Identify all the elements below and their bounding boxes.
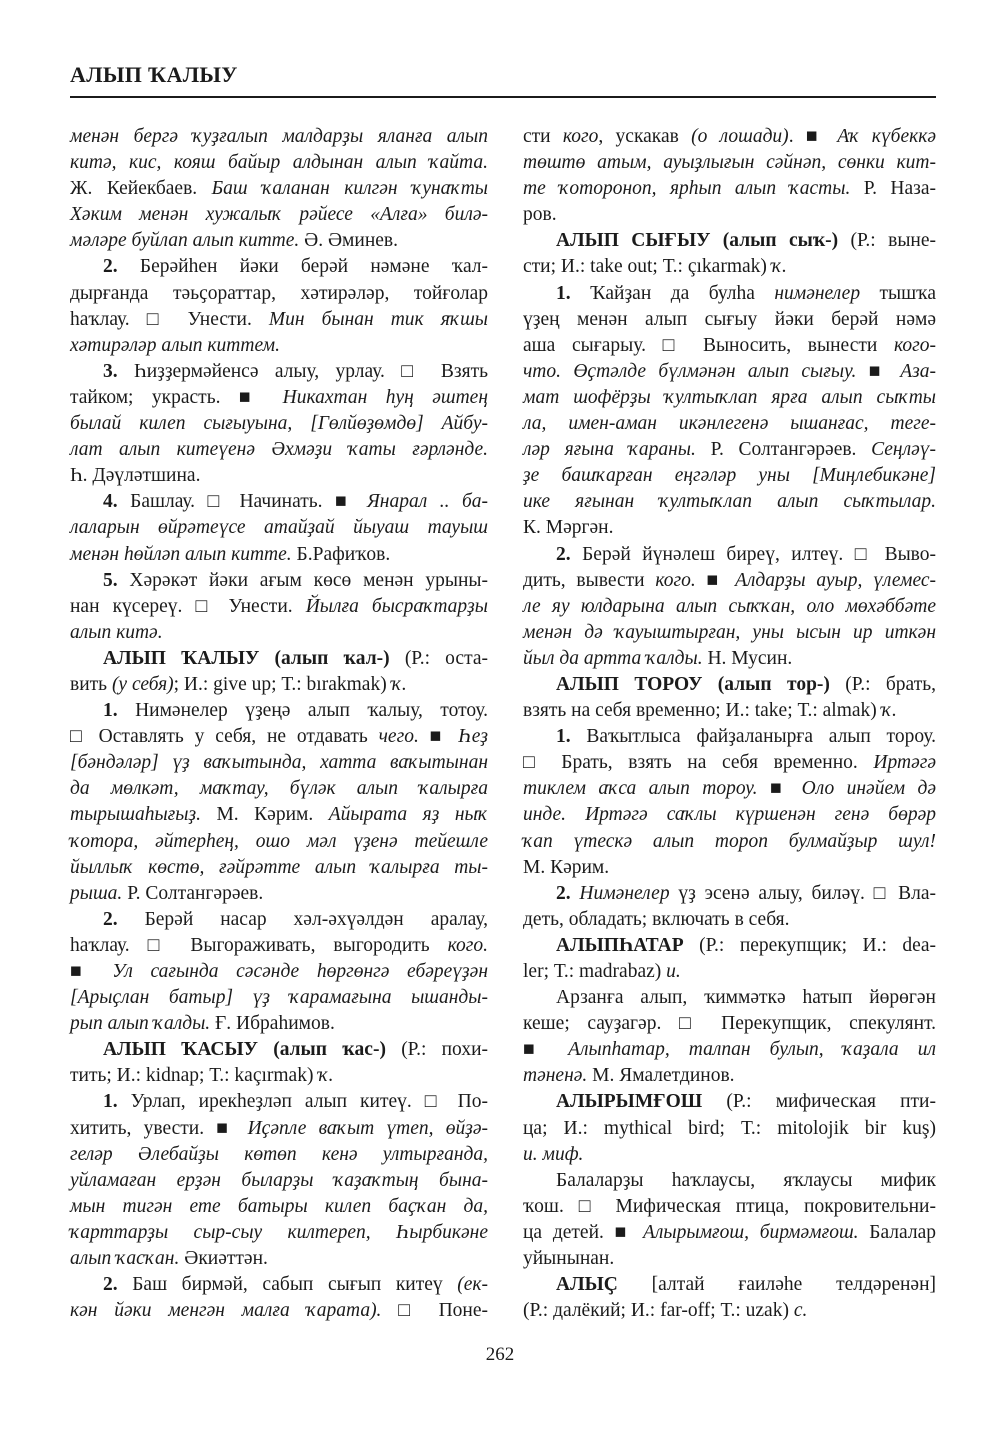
text-line [523, 463, 936, 489]
text-line [523, 176, 936, 202]
plain-text: М. Кәрим. [216, 804, 329, 826]
italic-text: что. Өҫтәлде бүлмәнән алып сығыу. [523, 360, 869, 382]
plain-text: Балаларҙы һаҡлаусы, яҡлаусы мифик [556, 1169, 936, 1191]
entry-paragraph [523, 724, 936, 881]
plain-text: □ Оставлять у себя, не отдавать [70, 726, 379, 748]
text-line [70, 1220, 488, 1246]
entry-paragraph [70, 124, 488, 254]
entry-paragraph [70, 254, 488, 358]
italic-text: лаларын өйрәтеүсе атайҙай йыуаш тауыш [70, 517, 488, 539]
bold-text: 5. [103, 569, 130, 591]
italic-text: кого- [894, 334, 936, 356]
italic-text: кого. [447, 934, 488, 956]
plain-text: Ә. Әминев. [304, 230, 399, 252]
entry-paragraph [523, 1272, 936, 1324]
text-line [523, 281, 936, 307]
italic-text: Иҫәпле ваҡыт үтеп, өйҙә- [247, 1117, 488, 1139]
italic-text: (о лошади) [691, 126, 789, 147]
text-line [70, 333, 488, 359]
bold-text: АЛЫПҺАТАР [556, 934, 700, 956]
italic-text: тиклем аҡса алып тороу. [523, 778, 770, 800]
bold-text: 2. [556, 543, 583, 565]
text-line [70, 1037, 488, 1063]
italic-text: Оло инәйем дә [801, 778, 936, 800]
plain-text: Хәрәкәт йәки ағым көсө менән урыны- [129, 569, 489, 591]
italic-text: менән һөйләп алып китте. [70, 543, 297, 565]
plain-text: Берәй насар хәл-әхүәлдән аралау, [144, 908, 488, 930]
text-line [70, 959, 488, 985]
plain-text: ца детей. ■ [523, 1221, 643, 1243]
plain-text: взять на себя временно; И.: take; Т.: almak) [523, 700, 882, 722]
text-line [70, 646, 488, 672]
plain-text: тить; И.: kidnap; Т.: kaçırmak) [70, 1065, 319, 1087]
italic-text: Иртәгә [873, 752, 936, 774]
text-line [523, 254, 936, 280]
plain-text: деть, обладать; включать в себя. [523, 908, 790, 930]
plain-text: ■ [868, 360, 901, 382]
text-line [523, 385, 936, 411]
bold-text: АЛЫП ТОРОУ (алып тор-) [556, 673, 846, 695]
text-line [70, 881, 488, 907]
plain-text: Ғ. Ибраһимов. [215, 1013, 335, 1035]
italic-text: те ҡотороноп, ярһып алып ҡасты. [523, 178, 864, 200]
text-line [523, 620, 936, 646]
plain-text: Һиҙҙермәйенсә алыу, урлау. □ Взять [134, 360, 488, 382]
italic-text: йыл да артта ҡалды. [523, 647, 708, 669]
text-line [523, 359, 936, 385]
italic-text: Алыпһатар, талпан булып, ҡаҙала ил [568, 1039, 937, 1061]
plain-text: К. Мәргән. [523, 517, 614, 539]
italic-text: китә, кис, кояш байыр алдынан алып ҡайта. [70, 152, 488, 174]
italic-text: ҡотора, әйтерһең, ошо мәл үҙенә тейешле [70, 830, 488, 852]
italic-text: геләр Әлебайҙы көтөп кенә ултырғанда, [70, 1143, 488, 1165]
text-line [70, 1298, 488, 1324]
text-line [523, 776, 936, 802]
plain-text: ҡош. □ Мифическая птица, покровительни- [523, 1195, 936, 1217]
text-line [70, 1272, 488, 1298]
italic-text: мәләре буйлап алып китте. [70, 230, 305, 252]
plain-text: ца; И.: mythical bird; Т.: mitolojik bir kuş) [523, 1117, 936, 1139]
text-line [523, 411, 936, 437]
plain-text: (Р.: перекупщик; И.: dea- [699, 934, 936, 956]
bold-text: АЛЫҪ [556, 1274, 652, 1296]
entry-paragraph [523, 228, 936, 280]
bold-text: 2. [103, 908, 145, 930]
text-line [523, 698, 936, 724]
running-head: АЛЫП ҠАЛЫУ [70, 62, 238, 87]
text-line [70, 855, 488, 881]
text-line [70, 228, 488, 254]
entry-paragraph [523, 881, 936, 933]
text-line [523, 1298, 936, 1324]
bold-text: 1. [103, 700, 136, 722]
text-line [523, 1037, 936, 1063]
italic-text: Айырата яҙ ныҡ [328, 804, 488, 826]
text-line [523, 1011, 936, 1037]
entry-paragraph [70, 568, 488, 646]
italic-text: Хәким менән хужалыҡ рәйесе «Алға» билә- [70, 204, 488, 226]
text-line [523, 333, 936, 359]
italic-text: ҡ. [881, 700, 897, 722]
plain-text: □ Поне- [398, 1300, 488, 1322]
text-line [523, 672, 936, 698]
italic-text: тырышаһығыҙ. [70, 804, 217, 826]
bold-text: 3. [103, 360, 135, 382]
entry-paragraph [523, 1089, 936, 1167]
plain-text: сти; И.: take out; Т.: çıkarmak) [523, 256, 772, 278]
plain-text: ■ [418, 726, 459, 748]
italic-text: Аҡ күбеккә [837, 126, 936, 147]
entry-paragraph [70, 1037, 488, 1089]
italic-text: Никахтан һуң әштең [282, 386, 488, 408]
italic-text: ләр яғына ҡараны. [523, 439, 711, 461]
bold-text: АЛЫП ҠАСЫУ (алып ҡас-) [103, 1039, 402, 1061]
plain-text: Н. Мусин. [707, 647, 793, 669]
right-column [523, 124, 936, 1324]
plain-text: вить [70, 673, 112, 695]
text-line [523, 1194, 936, 1220]
italic-text: ла, имен-аман икәнлегенә ышанғас, теге- [523, 413, 936, 435]
plain-text: хитить, увести. ■ [70, 1117, 248, 1139]
text-line [70, 307, 488, 333]
text-line [523, 568, 936, 594]
italic-text: лат алып китеүенә Әхмәҙи ҡаты ғәрләнде. [70, 439, 488, 461]
text-line [70, 802, 488, 828]
text-line [523, 1220, 936, 1246]
plain-text: Р. Солтангәрәев. [710, 439, 872, 461]
italic-text: мын тигән ете батыры килеп баҫҡан да, [70, 1195, 488, 1217]
bold-text: 1. [103, 1091, 131, 1113]
bold-text: 1. [556, 282, 591, 304]
italic-text: с. [793, 1300, 808, 1322]
text-line [523, 150, 936, 176]
text-line [70, 672, 488, 698]
italic-text: Һеҙ [458, 726, 488, 748]
bold-text: 4. [103, 491, 131, 513]
plain-text: тышҡа [860, 282, 936, 304]
plain-text: ; И.: give up; Т.: bırakmak) [173, 673, 392, 695]
italic-text: ике яғынан ҡултыҡлап алып сыҡтылар. [523, 491, 936, 513]
plain-text: Һ. Дәүләтшина. [70, 465, 201, 487]
plain-text: (Р.: выне- [850, 230, 936, 252]
italic-text: тәненә. [523, 1065, 593, 1087]
entry-paragraph [523, 124, 936, 228]
italic-text: кого [562, 126, 599, 147]
plain-text: уйынынан. [523, 1248, 615, 1270]
italic-text: Баш ҡаланан килгән ҡунаҡты [211, 178, 488, 200]
bold-text: АЛЫП ҠАЛЫУ (алып ҡал-) [103, 647, 405, 669]
italic-text: төштө атым, ауыҙлығын сәйнәп, сөнки кит- [523, 152, 936, 174]
text-line [523, 1168, 936, 1194]
text-line [70, 750, 488, 776]
entry-paragraph [523, 542, 936, 672]
plain-text: дить, вывести [523, 569, 656, 591]
italic-text: Сеңләү- [871, 439, 936, 461]
header-rule [70, 96, 936, 98]
plain-text: Әкиәттән. [184, 1248, 268, 1270]
italic-text: уйламаған ерҙән быларҙы ҡаҙаҡтың бына- [70, 1169, 488, 1191]
plain-text: тайком; украсть. ■ [70, 386, 283, 408]
plain-text: үҙең менән алып сығыу йәки берәй нәмә [523, 308, 936, 330]
plain-text: дырғанда тәьҫораттар, хәтирәләр, тойғолар [70, 282, 488, 304]
text-line [70, 594, 488, 620]
italic-text: кого. [655, 569, 696, 591]
text-line [70, 933, 488, 959]
plain-text: Башлау. □ Начинать. ■ [130, 491, 367, 513]
italic-text: и. миф. [523, 1143, 584, 1165]
text-line [70, 515, 488, 541]
text-line [523, 1063, 936, 1089]
text-line [523, 228, 936, 254]
plain-text: Урлап, ирекһеҙләп алып китеү. □ По- [130, 1091, 488, 1113]
entry-paragraph [70, 646, 488, 698]
text-line [70, 776, 488, 802]
italic-text: менән дә ҡауыштырған, уны ысын ир иткән [523, 621, 936, 643]
plain-text: Б.Рафиҡов. [296, 543, 391, 565]
text-line [523, 202, 936, 228]
italic-text: (у себя) [111, 673, 174, 695]
plain-text: ler; Т.: madrabaz) [523, 961, 667, 982]
italic-text: йыллыҡ көстө, ғәйрәтте алып ҡалырға ты- [70, 856, 488, 878]
left-column [70, 124, 488, 1324]
entry-paragraph [70, 1272, 488, 1324]
italic-text: мат шофёрҙы ҡултыҡлап ярға алып сыҡты [523, 386, 936, 408]
text-line [523, 542, 936, 568]
text-line [70, 281, 488, 307]
italic-text: нимәнелер [774, 282, 861, 304]
text-line [70, 411, 488, 437]
text-line [523, 829, 936, 855]
italic-text: былай килеп сығыуына, [Гөлйөҙөмдө] Айбу- [70, 413, 488, 435]
italic-text: и. [666, 961, 681, 982]
italic-text: чего. [378, 726, 419, 748]
entry-paragraph [70, 489, 488, 567]
entry-paragraph [523, 933, 936, 985]
text-line [523, 985, 936, 1011]
italic-text: ҡарттарҙы сыр-сыу килтереп, Һырбикәне [70, 1221, 488, 1243]
text-line [523, 959, 936, 985]
italic-text: [бәндәләр] үҙ ваҡытында, хатта ваҡытынан [70, 752, 488, 774]
italic-text: менән бергә ҡуҙғалып малдарҙы яланға алып [70, 126, 488, 147]
text-line [70, 985, 488, 1011]
entry-paragraph [523, 985, 936, 1089]
italic-text: Алырымғош, бирмәмғош. [643, 1221, 859, 1243]
plain-text: Ваҡытлыса файҙаланырға алып тороу. [586, 726, 937, 748]
text-line [70, 568, 488, 594]
text-line [70, 463, 488, 489]
text-line [70, 1063, 488, 1089]
plain-text: Р. Наза- [863, 178, 937, 200]
italic-text: рып алып ҡалды. [70, 1013, 216, 1035]
italic-text: ҡ. [771, 256, 787, 278]
text-line [523, 437, 936, 463]
italic-text: кән йәки менгән малға ҡарата). [70, 1300, 399, 1322]
text-line [70, 829, 488, 855]
plain-text: Ж. Кейекбаев. [70, 178, 212, 200]
plain-text: нан күсереү. □ Унести. [70, 595, 306, 617]
italic-text: Йылға бысраҡтарҙы [305, 595, 488, 617]
italic-text: ҡ. [318, 1065, 334, 1087]
text-line [70, 437, 488, 463]
plain-text: □ Брать, взять на себя временно. [523, 752, 874, 774]
bold-text: АЛЫРЫМҒОШ [556, 1091, 727, 1113]
text-line [70, 1168, 488, 1194]
text-line [523, 646, 936, 672]
text-line [523, 1089, 936, 1115]
text-line [523, 594, 936, 620]
text-line [523, 1116, 936, 1142]
plain-text: (Р.: похи- [401, 1039, 488, 1061]
plain-text: ■ [70, 961, 113, 982]
text-line [523, 1272, 936, 1298]
plain-text: һаҡлау. □ Унести. [70, 308, 269, 330]
text-line [523, 307, 936, 333]
italic-text: да мөлкәт, маҡтау, бүләк алып ҡалырға [70, 778, 488, 800]
italic-text: алып ҡасҡан. [70, 1248, 185, 1270]
plain-text: ■ [523, 1039, 569, 1061]
plain-text: сти [523, 126, 563, 147]
plain-text: Баш бирмәй, сабып сығып китеү [132, 1274, 458, 1296]
entry-paragraph [70, 359, 488, 489]
plain-text: , ускакав [598, 126, 692, 147]
text-line [70, 202, 488, 228]
text-line [70, 489, 488, 515]
bold-text: 2. [556, 882, 580, 904]
italic-text: ҙе башҡарған еңгәләр уны [Миңлебикәне] [523, 465, 936, 487]
page-number: 262 [485, 1344, 515, 1365]
text-line [523, 802, 936, 828]
plain-text: Арзанға алып, ҡиммәткә һатып йөрөгән [556, 987, 936, 1009]
italic-text: Аза- [900, 360, 937, 382]
text-line [70, 542, 488, 568]
text-line [70, 124, 488, 150]
italic-text: алып китә. [70, 621, 163, 643]
text-line [70, 1194, 488, 1220]
italic-text: хәтирәләр алып киттем. [70, 334, 280, 356]
plain-text: . ■ [788, 126, 838, 147]
plain-text: кеше; сауҙагәр. □ Перекупщик, спекулянт. [523, 1013, 936, 1035]
plain-text: Ҡайҙан да булһа [590, 282, 775, 304]
text-line [70, 698, 488, 724]
plain-text: Балалар [858, 1221, 936, 1243]
text-line [70, 176, 488, 202]
text-line [70, 724, 488, 750]
plain-text: (Р.: мифическая пти- [726, 1091, 936, 1113]
entry-paragraph [70, 698, 488, 907]
plain-text: Р. Солтангәрәев. [127, 882, 264, 904]
text-line [523, 933, 936, 959]
entry-paragraph [523, 281, 936, 542]
text-line [70, 1089, 488, 1115]
italic-text: Ул сағында сәсәнде һөргөнгә ебәреүҙән [112, 961, 488, 982]
text-line [523, 907, 936, 933]
italic-text: ҡ. [391, 673, 407, 695]
italic-text: (ек- [457, 1274, 489, 1296]
italic-text: рыша. [70, 882, 128, 904]
text-line [70, 254, 488, 280]
plain-text: Берәй йүнәлеш биреү, илтеү. □ Выво- [582, 543, 937, 565]
plain-text: Берәйһен йәки берәй нәмәне ҡал- [139, 256, 489, 278]
italic-text: инде. Иртәгә саҡлы күршенән генә бөрәр [523, 804, 936, 826]
italic-text: ҡап үтескә алып тороп булмайҙыр шул! [523, 830, 936, 852]
text-line [523, 855, 936, 881]
bold-text: 1. [556, 726, 587, 748]
plain-text: (Р.: оста- [404, 647, 488, 669]
text-line [523, 750, 936, 776]
text-line [523, 124, 936, 150]
text-line [70, 1246, 488, 1272]
text-line [70, 1011, 488, 1037]
plain-text: һаҡлау. □ Выгораживать, выгородить [70, 934, 448, 956]
text-line [70, 907, 488, 933]
entry-paragraph [70, 1089, 488, 1272]
plain-text: (Р.: брать, [845, 673, 936, 695]
text-line [70, 1142, 488, 1168]
italic-text: Нимәнелер [579, 882, 670, 904]
text-line [523, 724, 936, 750]
bold-text: 2. [103, 1274, 133, 1296]
italic-text: Янарал .. ба- [366, 491, 488, 513]
italic-text: Мин бынан тик яҡшы [268, 308, 488, 330]
plain-text: М. Ямалетдинов. [592, 1065, 735, 1087]
plain-text: ■ [695, 569, 735, 591]
plain-text: М. Кәрим. [523, 856, 610, 878]
plain-text: аша сығарыу. □ Выносить, вынести [523, 334, 895, 356]
entry-paragraph [523, 672, 936, 724]
plain-text: ров. [523, 204, 557, 226]
italic-text: ле яу юлдарына алып сыҡҡан, оло мөхәббәте [523, 595, 936, 617]
text-line [523, 489, 936, 515]
text-line [523, 1246, 936, 1272]
text-line [70, 1116, 488, 1142]
plain-text: Нимәнелер үҙеңә алып ҡалыу, тотоу. [135, 700, 489, 722]
entry-paragraph [523, 1168, 936, 1272]
text-line [70, 150, 488, 176]
plain-text: үҙ эсенә алыу, биләү. □ Вла- [669, 882, 936, 904]
plain-text: (Р.: далёкий; И.: far-off; Т.: uzak) [523, 1300, 794, 1322]
plain-text: [алтай ғаиләһе телдәренән] [651, 1274, 936, 1296]
text-line [523, 1142, 936, 1168]
text-line [523, 881, 936, 907]
italic-text: [Арыҫлан батыр] үҙ ҡарамағына ышанды- [70, 987, 488, 1009]
text-line [70, 385, 488, 411]
bold-text: 2. [103, 256, 140, 278]
bold-text: АЛЫП СЫҒЫУ (алып сыҡ-) [556, 230, 851, 252]
plain-text: ■ [769, 778, 802, 800]
text-line [523, 515, 936, 541]
text-line [70, 359, 488, 385]
text-line [70, 620, 488, 646]
italic-text: Алдарҙы ауыр, үлемес- [734, 569, 936, 591]
entry-paragraph [70, 907, 488, 1037]
